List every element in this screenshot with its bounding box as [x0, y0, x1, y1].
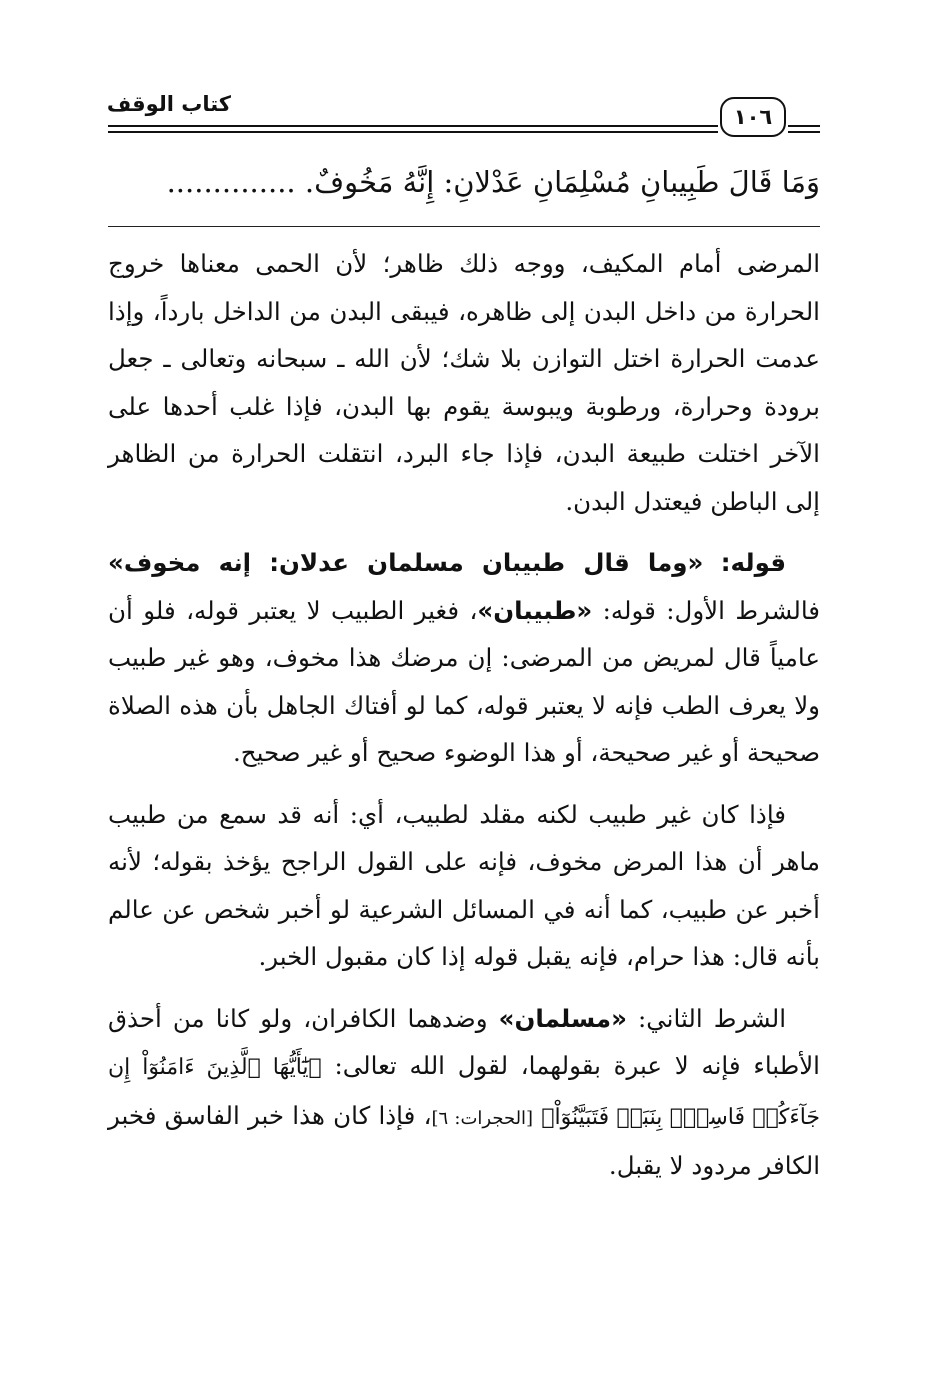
- paragraph-4: [108, 995, 820, 1190]
- page-number: ١٠٦: [720, 97, 786, 137]
- matn-line: وَمَا قَالَ طَبِيبانِ مُسْلِمَانِ عَدْلانِ: إِنَّهُ مَخُوفٌ. ..............: [166, 165, 820, 199]
- running-header-title: كتاب الوقف: [106, 92, 231, 116]
- paragraph-2: [108, 539, 820, 777]
- paragraph-4-text-b: وضدهما الكافران، ولو كانا من أحذق الأطباء فإنه لا عبرة بقولهما، لقول الله تعالى:: [108, 1003, 820, 1080]
- qawluh-label: قوله:: [720, 548, 786, 577]
- paragraph-2-text-a: فالشرط الأول: قوله:: [602, 595, 820, 625]
- commentary-body: [108, 240, 820, 1204]
- header-rule-right-top: [788, 125, 820, 127]
- paragraph-4-text-a: الشرط الثاني:: [638, 1003, 786, 1033]
- matn-divider: [108, 226, 820, 227]
- quoted-word-tabiban: «طبيبان»: [477, 595, 593, 625]
- verse-reference: [الحجرات: ٦]: [431, 1107, 534, 1129]
- paragraph-4-text-c: ، فإذا كان هذا خبر الفاسق فخبر الكافر مردود لا يقبل.: [108, 1100, 820, 1180]
- quoted-word-muslimān: «مسلمان»: [498, 1003, 627, 1033]
- header-rule-bottom: [108, 131, 718, 133]
- paragraph-1: المرضى أمام المكيف، ووجه ذلك ظاهر؛ لأن الحمى معناها خروج الحرارة من داخل البدن إلى ظاهره، فيبقى البدن من الداخل بارداً، وإذا عدمت الحرارة اختل التوازن بلا شك؛ لأن الله ـ سبحانه وتعالى ـ جعل برودة وحرارة، ورطوبة ويبوسة يقوم بها البدن، فإذا غلب أحدها على الآخر اختلت طبيعة البدن، فإذا جاء البرد، انتقلت الحرارة من الظاهر إلى الباطن فيعتدل البدن.: [108, 249, 820, 516]
- matn-quote: «وما قال طبيبان مسلمان عدلان: إنه مخوف»: [108, 548, 704, 577]
- quran-verse: ﴿يَٰٓأَيُّهَا ٱلَّذِينَ ءَامَنُوٓاْ إِن جَآءَكُمۡ فَاسِقُۢ بِنَبَإٖ فَتَبَيَّنُوٓاْ﴾: [108, 1055, 820, 1130]
- header-rule-right-bottom: [788, 131, 820, 133]
- paragraph-2-text-b: ، فغير الطبيب لا يعتبر قوله، فلو أن عامياً قال لمريض من المرضى: إن مرضك هذا مخوف، وهو غير طبيب ولا يعرف الطب فإنه لا يعتبر قوله، كما لو أفتاك الجاهل بأن هذه الصلاة صحيحة أو غير صحيحة، أو هذا الوضوء صحيح أو غير صحيح.: [108, 595, 820, 767]
- header-rule-top: [108, 125, 718, 127]
- paragraph-3: فإذا كان غير طبيب لكنه مقلد لطبيب، أي: أنه قد سمع من طبيب ماهر أن هذا المرض مخوف، فإنه على القول الراجح يؤخذ بقوله؛ لأنه أخبر عن طبيب، كما أنه في المسائل الشرعية لو أخبر شخص عن عالم بأنه قال: هذا حرام، فإنه يقبل قوله إذا كان مقبول الخبر.: [108, 799, 820, 971]
